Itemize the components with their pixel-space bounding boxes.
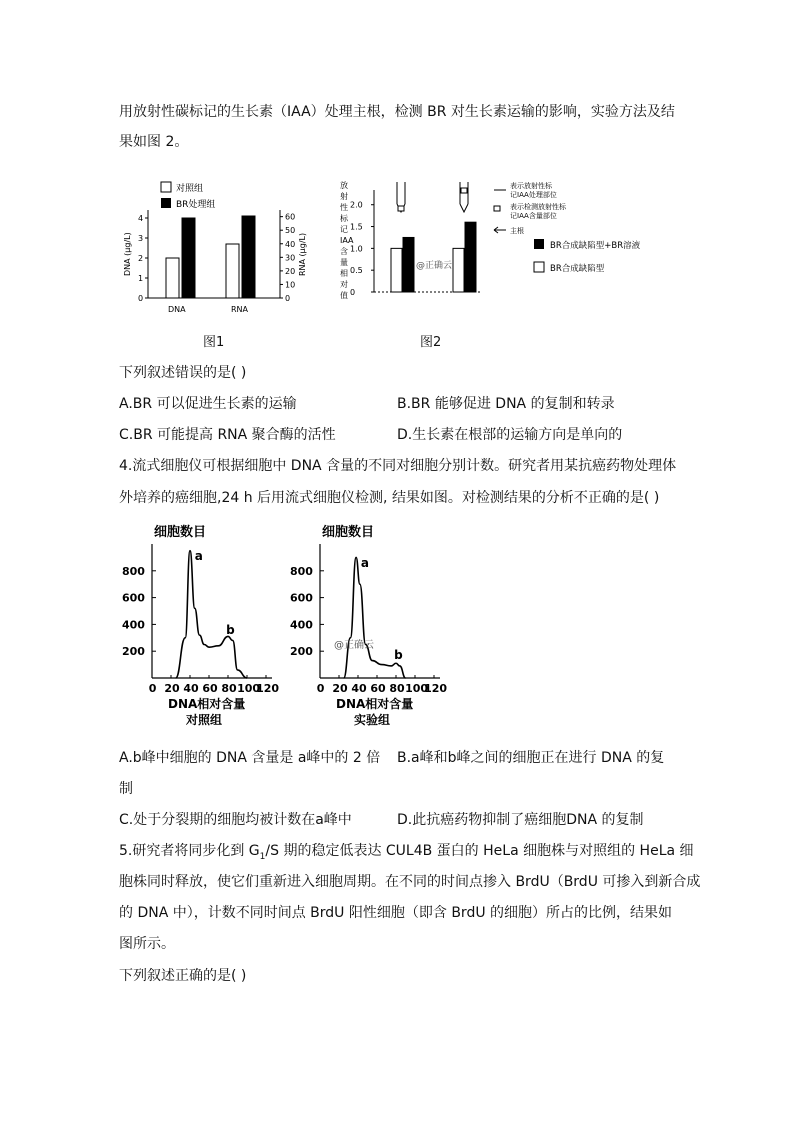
fig1-bar-DNA-0 xyxy=(166,258,179,298)
hist-xtick: 60 xyxy=(202,682,218,695)
q4-right-xlabel: DNA相对含量 xyxy=(336,697,414,711)
fig1-cat-dna: DNA xyxy=(168,305,186,314)
fig1-ylabel-left: DNA (μg/L) xyxy=(123,232,132,276)
q4-watermark: @正确云 xyxy=(334,640,374,651)
q3-option-b: B.BR 能够促进 DNA 的复制和转录 xyxy=(397,396,615,412)
q3-intro-line1: 用放射性碳标记的生长素（IAA）处理主根，检测 BR 对生长素运输的影响，实验方法及结 xyxy=(119,104,675,120)
hist-xtick: 120 xyxy=(256,682,280,695)
fig1-caption: 图1 xyxy=(203,335,225,350)
fig2-ytick: 2.0 xyxy=(350,200,363,210)
q4-left-title: 对照组 xyxy=(186,713,223,727)
q3-intro-line2: 果如图 2。 xyxy=(119,134,189,150)
q4-flow-cytometry-experiment xyxy=(286,518,456,733)
fig2-legend-treat-2: 记IAA处理部位 xyxy=(510,191,557,199)
q4-line1: 4.流式细胞仪可根据细胞中 DNA 含量的不同对细胞分别计数。研究者用某抗癌药物处理体 xyxy=(119,458,677,474)
fig1-ytick-right: 50 xyxy=(285,226,296,236)
fig1-legend-br: BR处理组 xyxy=(176,200,216,210)
hist-xtick: 100 xyxy=(405,682,429,695)
fig2-ylabel-char: 对 xyxy=(340,280,348,289)
hist-peak-b-label: b xyxy=(226,622,235,637)
hist-xtick: 80 xyxy=(389,682,405,695)
q4-left-ylabel: 细胞数目 xyxy=(154,525,207,540)
figure-1-bar-chart xyxy=(118,176,318,321)
fig1-cat-rna: RNA xyxy=(231,305,249,314)
hist-ytick: 800 xyxy=(290,564,313,578)
hist-ytick: 200 xyxy=(290,645,313,659)
hist-xtick: 20 xyxy=(164,682,180,695)
q5-line1: 5.研究者将同步化到 $G_1/S$ 期的稳定低表达 CUL4B 蛋白的 HeLa 细胞株与对照组的 HeLa 细 xyxy=(119,843,694,862)
hist-peak-a-label: a xyxy=(194,549,203,564)
fig1-ytick-right: 40 xyxy=(285,239,296,249)
fig1-ytick-left: 1 xyxy=(138,274,144,283)
hist-ytick: 200 xyxy=(122,645,145,659)
fig2-bar-1-0 xyxy=(453,248,464,292)
fig2-bar-0-0 xyxy=(391,248,402,292)
fig2-legend-detect-1: 表示检测放射性标 xyxy=(510,203,566,211)
q4-option-b-cont: 制 xyxy=(119,781,133,797)
q4-line2: 外培养的癌细胞,24 h 后用流式细胞仪检测, 结果如图。对检测结果的分析不正确的是( ) xyxy=(119,490,660,506)
fig2-ylabel-char: 标 xyxy=(340,214,348,223)
fig2-ylabel-char: IAA xyxy=(340,236,354,245)
hist-xtick: 120 xyxy=(424,682,448,695)
hist-peak-b-label: b xyxy=(394,648,403,663)
hist-xtick: 40 xyxy=(183,682,199,695)
hist-curve xyxy=(176,551,247,678)
fig1-ytick-right: 60 xyxy=(285,212,296,222)
fig2-bar-0-1 xyxy=(403,237,414,292)
q4-option-a: A.b峰中细胞的 DNA 含量是 a峰中的 2 倍 xyxy=(119,750,381,766)
fig1-bar-RNA-1 xyxy=(242,216,255,298)
fig2-legend-root: 主根 xyxy=(510,227,524,235)
q3-option-c: C.BR 可能提高 RNA 聚合酶的活性 xyxy=(119,427,336,443)
fig2-ylabel-char: 射 xyxy=(340,192,348,201)
fig1-ytick-right: 20 xyxy=(285,266,296,276)
fig2-legend-detect-2: 记IAA含量部位 xyxy=(510,212,557,220)
fig2-legend-treat-1: 表示放射性标 xyxy=(510,182,552,190)
fig2-ytick: 0.5 xyxy=(350,266,363,276)
hist-ytick: 800 xyxy=(122,564,145,578)
hist-xtick: 100 xyxy=(237,682,261,695)
hist-xtick: 0 xyxy=(316,682,325,695)
q4-left-xlabel: DNA相对含量 xyxy=(168,697,246,711)
q5-line2: 胞株同时释放，使它们重新进入细胞周期。在不同的时间点掺入 BrdU（BrdU 可掺入到新合成 xyxy=(119,874,701,890)
q4-option-c: C.处于分裂期的细胞均被计数在a峰中 xyxy=(119,812,352,828)
fig1-ylabel-right: RNA (μg/L) xyxy=(298,232,307,276)
fig1-ytick-left: 0 xyxy=(138,294,144,303)
fig2-ytick: 1.5 xyxy=(350,222,363,232)
fig2-bar-1-1 xyxy=(465,222,476,292)
fig1-bar-RNA-0 xyxy=(226,244,239,298)
q5-line3: 的 DNA 中），计数不同时间点 BrdU 阳性细胞（即含 BrdU 的细胞）所占的比例，结果如 xyxy=(119,905,673,921)
fig2-caption: 图2 xyxy=(420,335,442,350)
q4-option-b: B.a峰和b峰之间的细胞正在进行 DNA 的复 xyxy=(397,750,665,766)
fig1-legend-control: 对照组 xyxy=(176,184,204,194)
hist-xtick: 60 xyxy=(370,682,386,695)
hist-xtick: 0 xyxy=(148,682,157,695)
fig2-ylabel-char: 记 xyxy=(340,225,348,234)
q4-flow-cytometry-control xyxy=(118,518,288,733)
fig2-ylabel-char: 放 xyxy=(340,181,348,190)
hist-xtick: 40 xyxy=(351,682,367,695)
hist-xtick: 80 xyxy=(221,682,237,695)
fig2-watermark: @正确云 xyxy=(416,261,453,271)
hist-ytick: 600 xyxy=(122,591,145,605)
fig2-ytick: 1.0 xyxy=(350,244,363,254)
fig1-ytick-right: 10 xyxy=(285,280,296,290)
q5-line4: 图所示。 xyxy=(119,936,175,952)
fig2-legend-mut-br: BR合成缺陷型+BR溶液 xyxy=(550,241,641,251)
fig2-legend-mut: BR合成缺陷型 xyxy=(550,264,605,274)
hist-ytick: 400 xyxy=(122,618,145,632)
fig1-ytick-left: 3 xyxy=(138,234,144,243)
figure-2-bar-chart xyxy=(334,176,679,326)
q3-question: 下列叙述错误的是( ) xyxy=(119,365,247,381)
q4-right-title: 实验组 xyxy=(354,713,391,727)
fig2-ylabel-char: 相 xyxy=(340,269,348,278)
fig1-ytick-left: 2 xyxy=(138,254,144,263)
fig1-ytick-right: 0 xyxy=(285,294,291,303)
fig2-ylabel-char: 性 xyxy=(340,203,348,212)
fig2-ylabel-char: 量 xyxy=(340,258,348,267)
q4-right-ylabel: 细胞数目 xyxy=(322,525,375,540)
q3-option-d: D.生长素在根部的运输方向是单向的 xyxy=(397,427,623,443)
fig2-ylabel-char: 值 xyxy=(340,291,348,300)
hist-xtick: 20 xyxy=(332,682,348,695)
q5-question: 下列叙述正确的是( ) xyxy=(119,968,247,984)
fig1-bar-DNA-1 xyxy=(182,218,195,298)
hist-ytick: 600 xyxy=(290,591,313,605)
fig1-ytick-right: 30 xyxy=(285,253,296,263)
fig2-ylabel-char: 含 xyxy=(340,247,348,256)
hist-ytick: 400 xyxy=(290,618,313,632)
fig2-ytick: 0 xyxy=(350,288,356,297)
hist-peak-a-label: a xyxy=(360,555,369,570)
q3-option-a: A.BR 可以促进生长素的运输 xyxy=(119,396,297,412)
fig1-ytick-left: 4 xyxy=(138,214,144,223)
q4-option-d: D.此抗癌药物抑制了癌细胞DNA 的复制 xyxy=(397,812,644,828)
